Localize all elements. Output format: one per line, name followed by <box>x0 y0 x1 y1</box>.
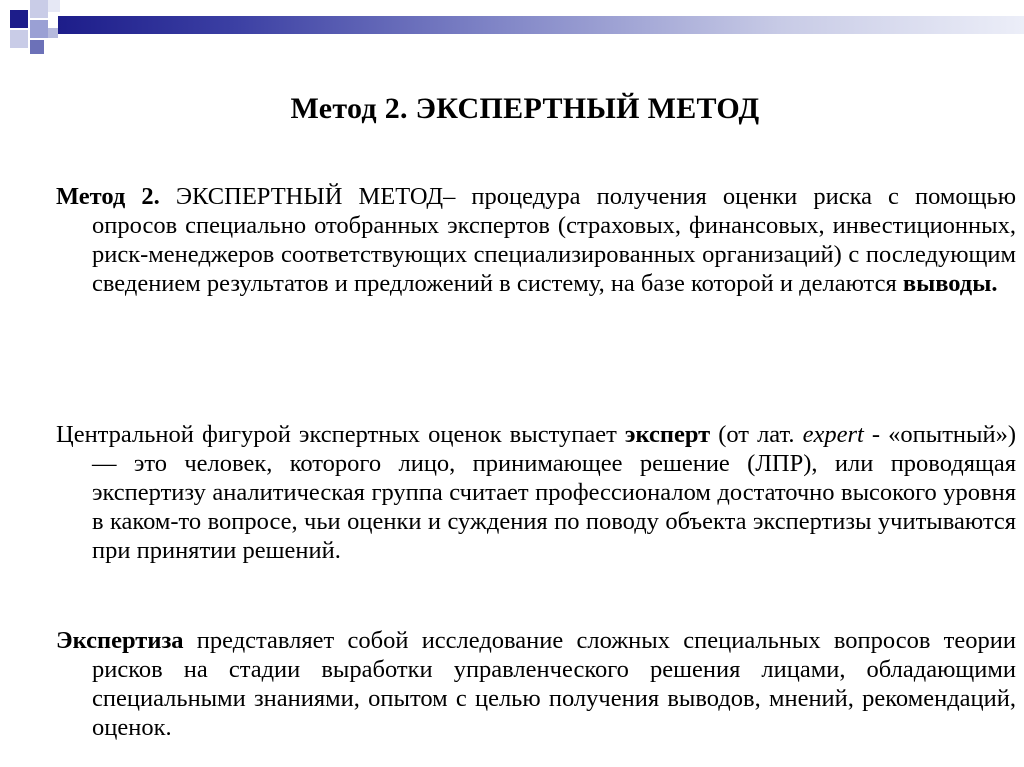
paragraph2-text-b: (от лат. <box>710 421 803 448</box>
paragraph2-latin-term: expert <box>802 421 864 448</box>
header-decoration <box>0 0 1024 60</box>
decor-square <box>30 20 48 38</box>
paragraph-expertise-definition <box>56 626 1016 742</box>
decor-square <box>48 0 60 12</box>
paragraph2-text-a: Центральной фигурой экспертных оценок выступает <box>56 421 625 448</box>
paragraph1-tail: выводы. <box>896 270 998 297</box>
paragraph3-text: представляет собой исследование сложных специальных вопросов теории рисков на стадии выработки управленческого решения лицами, обладающими специальными знаниями, опытом с целью получения выводов, мнений, рекомендаций, оценок. <box>92 627 1016 741</box>
slide-title: Метод 2. ЭКСПЕРТНЫЙ МЕТОД <box>290 92 760 125</box>
decor-square <box>30 40 44 54</box>
paragraph-expert-method <box>56 182 1016 298</box>
decor-square <box>48 28 58 38</box>
paragraph3-term: Экспертиза <box>56 627 184 654</box>
decor-square <box>10 30 28 48</box>
paragraph1-lead: Метод 2. <box>56 183 160 210</box>
paragraph-expert-definition <box>56 420 1016 565</box>
paragraph2-term: эксперт <box>624 421 711 448</box>
paragraph2-text-c: - «опытный») — это человек, которого лицо, принимающее решение (ЛПР), или проводящая экспертизу аналитическая группа считает профессионалом достаточно высокого уровня в каком-то вопросе, чьи оценки и суждения по поводу объекта экспертизы учитываются при принятии решений. <box>92 421 1016 564</box>
decor-square <box>30 0 48 18</box>
paragraph1-text: ЭКСПЕРТНЫЙ МЕТОД– процедура получения оценки риска с помощью опросов специально отобранных экспертов (страховых, финансовых, инвестиционных, риск-менеджеров соответствующих специализированных организаций) с последующим сведением результатов и предложений в систему, на базе которой и делаются <box>92 183 1017 297</box>
decor-square <box>10 10 28 28</box>
header-gradient-bar <box>58 16 1024 34</box>
